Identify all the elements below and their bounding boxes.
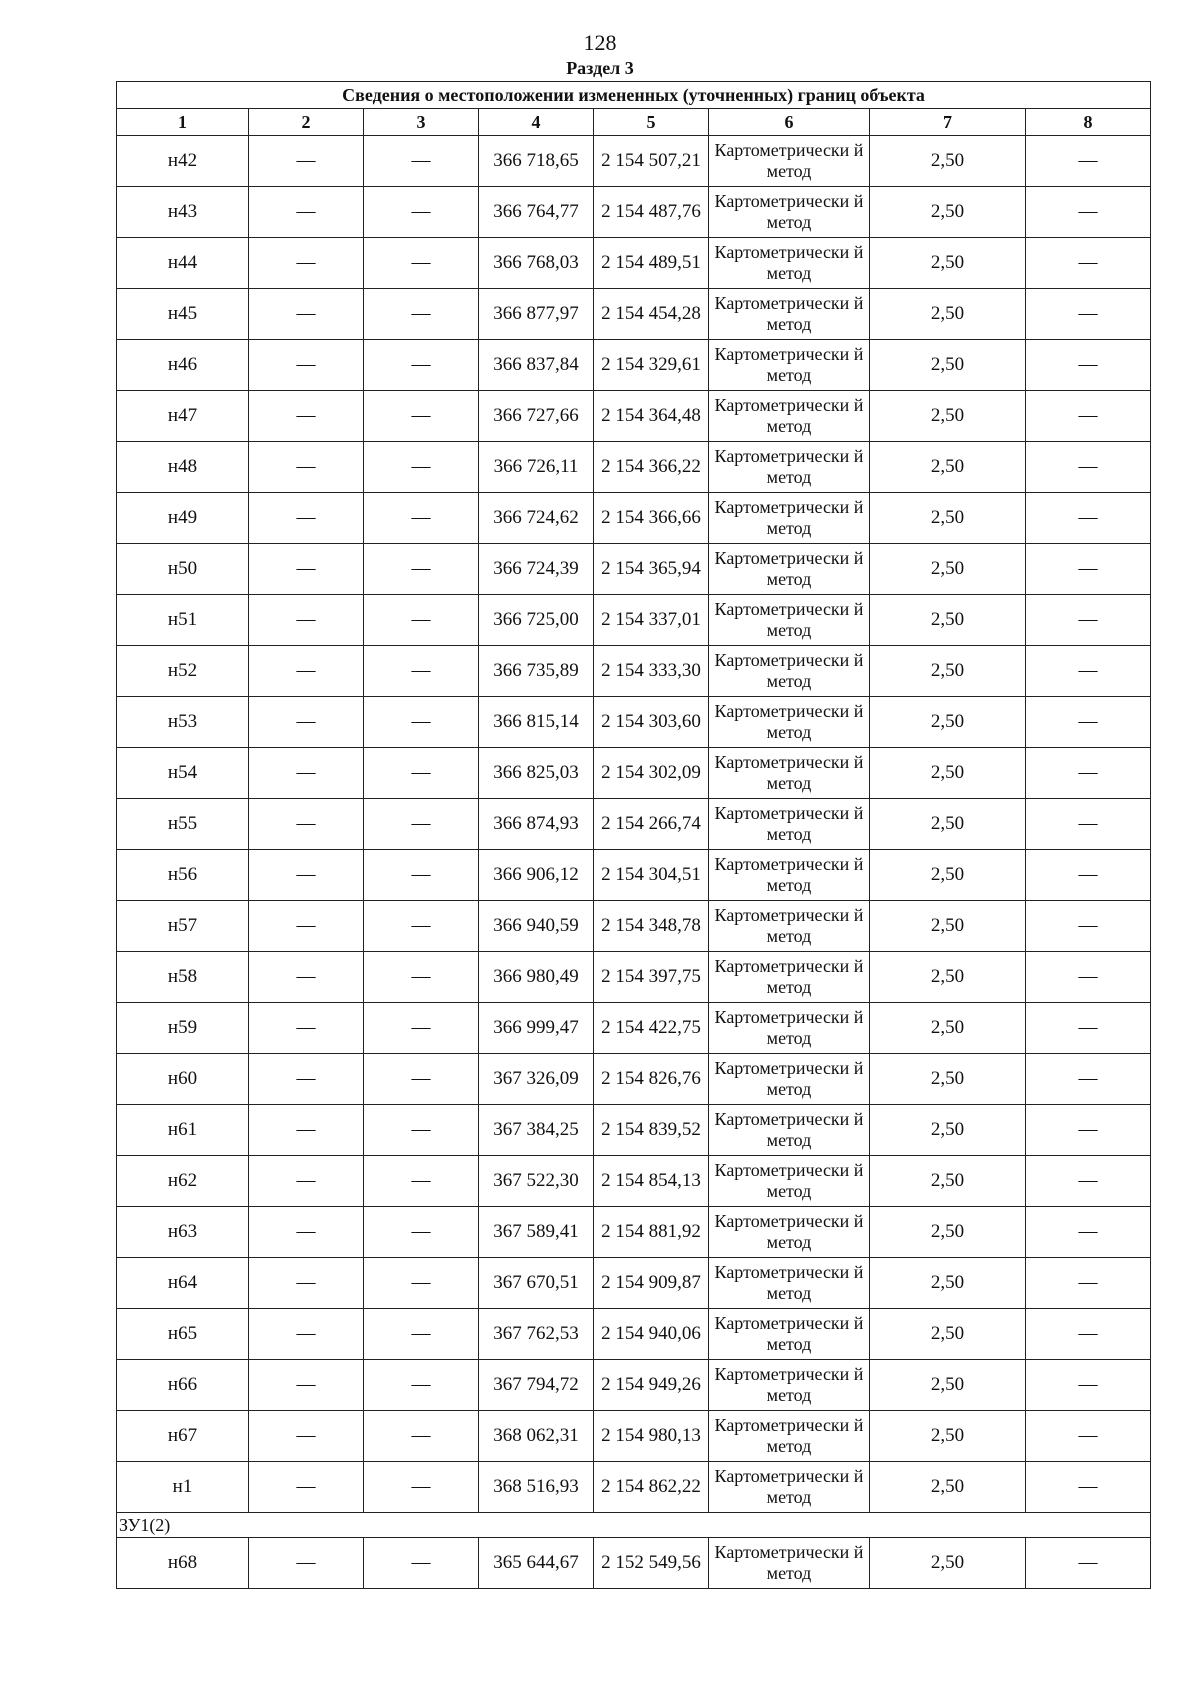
table-row (117, 1156, 1151, 1207)
method-cell: Картометрически й метод (709, 238, 870, 289)
x-coordinate-cell: 367 384,25 (479, 1105, 594, 1156)
column-number: 4 (479, 109, 594, 136)
method-cell: Картометрически й метод (709, 340, 870, 391)
column-number: 3 (364, 109, 479, 136)
method-cell: Картометрически й метод (709, 850, 870, 901)
old-x-cell: — (249, 493, 364, 544)
column-number: 2 (249, 109, 364, 136)
description-cell: — (1026, 646, 1151, 697)
old-y-cell: — (364, 646, 479, 697)
old-x-cell: — (249, 136, 364, 187)
y-coordinate-cell: 2 154 364,48 (594, 391, 709, 442)
method-cell: Картометрически й метод (709, 1207, 870, 1258)
accuracy-cell: 2,50 (870, 1360, 1026, 1411)
description-cell: — (1026, 901, 1151, 952)
accuracy-cell: 2,50 (870, 1309, 1026, 1360)
method-cell: Картометрически й метод (709, 1462, 870, 1513)
table-row (117, 544, 1151, 595)
table-row (117, 799, 1151, 850)
x-coordinate-cell: 366 724,62 (479, 493, 594, 544)
point-number-cell: н49 (117, 493, 249, 544)
accuracy-cell: 2,50 (870, 289, 1026, 340)
x-coordinate-cell: 366 726,11 (479, 442, 594, 493)
point-number-cell: н42 (117, 136, 249, 187)
method-cell: Картометрически й метод (709, 289, 870, 340)
old-y-cell: — (364, 1309, 479, 1360)
y-coordinate-cell: 2 154 266,74 (594, 799, 709, 850)
accuracy-cell: 2,50 (870, 136, 1026, 187)
description-cell: — (1026, 850, 1151, 901)
point-number-cell: н51 (117, 595, 249, 646)
column-number: 5 (594, 109, 709, 136)
old-x-cell: — (249, 1054, 364, 1105)
description-cell: — (1026, 595, 1151, 646)
old-x-cell: — (249, 1003, 364, 1054)
y-coordinate-cell: 2 154 454,28 (594, 289, 709, 340)
old-x-cell: — (249, 1309, 364, 1360)
accuracy-cell: 2,50 (870, 1462, 1026, 1513)
old-y-cell: — (364, 1462, 479, 1513)
method-cell: Картометрически й метод (709, 901, 870, 952)
y-coordinate-cell: 2 154 854,13 (594, 1156, 709, 1207)
description-cell: — (1026, 340, 1151, 391)
y-coordinate-cell: 2 154 862,22 (594, 1462, 709, 1513)
point-number-cell: н62 (117, 1156, 249, 1207)
y-coordinate-cell: 2 154 397,75 (594, 952, 709, 1003)
description-cell: — (1026, 493, 1151, 544)
description-cell: — (1026, 1054, 1151, 1105)
accuracy-cell: 2,50 (870, 1538, 1026, 1589)
old-x-cell: — (249, 1462, 364, 1513)
old-y-cell: — (364, 799, 479, 850)
old-y-cell: — (364, 1258, 479, 1309)
x-coordinate-cell: 366 999,47 (479, 1003, 594, 1054)
point-number-cell: н58 (117, 952, 249, 1003)
old-y-cell: — (364, 1105, 479, 1156)
old-y-cell: — (364, 850, 479, 901)
table-title-row (117, 82, 1151, 109)
accuracy-cell: 2,50 (870, 187, 1026, 238)
y-coordinate-cell: 2 154 980,13 (594, 1411, 709, 1462)
description-cell: — (1026, 1309, 1151, 1360)
old-y-cell: — (364, 697, 479, 748)
x-coordinate-cell: 366 725,00 (479, 595, 594, 646)
x-coordinate-cell: 366 980,49 (479, 952, 594, 1003)
table-row (117, 391, 1151, 442)
old-x-cell: — (249, 1258, 364, 1309)
old-y-cell: — (364, 1360, 479, 1411)
x-coordinate-cell: 367 762,53 (479, 1309, 594, 1360)
y-coordinate-cell: 2 154 507,21 (594, 136, 709, 187)
description-cell: — (1026, 136, 1151, 187)
accuracy-cell: 2,50 (870, 1156, 1026, 1207)
y-coordinate-cell: 2 154 304,51 (594, 850, 709, 901)
table-row (117, 1054, 1151, 1105)
accuracy-cell: 2,50 (870, 748, 1026, 799)
table-row (117, 238, 1151, 289)
method-cell: Картометрически й метод (709, 136, 870, 187)
x-coordinate-cell: 368 062,31 (479, 1411, 594, 1462)
point-number-cell: н68 (117, 1538, 249, 1589)
table-row (117, 1003, 1151, 1054)
column-number: 7 (870, 109, 1026, 136)
description-cell: — (1026, 187, 1151, 238)
old-x-cell: — (249, 1360, 364, 1411)
old-y-cell: — (364, 340, 479, 391)
point-number-cell: н52 (117, 646, 249, 697)
table-row (117, 1207, 1151, 1258)
method-cell: Картометрически й метод (709, 952, 870, 1003)
table-row (117, 340, 1151, 391)
method-cell: Картометрически й метод (709, 493, 870, 544)
old-y-cell: — (364, 493, 479, 544)
accuracy-cell: 2,50 (870, 595, 1026, 646)
table-row (117, 1411, 1151, 1462)
method-cell: Картометрически й метод (709, 1156, 870, 1207)
section-title: Раздел 3 (566, 58, 634, 78)
table-row (117, 289, 1151, 340)
accuracy-cell: 2,50 (870, 238, 1026, 289)
table-row (117, 187, 1151, 238)
x-coordinate-cell: 368 516,93 (479, 1462, 594, 1513)
old-x-cell: — (249, 697, 364, 748)
old-y-cell: — (364, 1054, 479, 1105)
table-row (117, 595, 1151, 646)
table-row (117, 136, 1151, 187)
old-x-cell: — (249, 595, 364, 646)
old-y-cell: — (364, 952, 479, 1003)
point-number-cell: н61 (117, 1105, 249, 1156)
y-coordinate-cell: 2 154 489,51 (594, 238, 709, 289)
x-coordinate-cell: 366 764,77 (479, 187, 594, 238)
accuracy-cell: 2,50 (870, 1411, 1026, 1462)
old-y-cell: — (364, 442, 479, 493)
old-x-cell: — (249, 1538, 364, 1589)
old-x-cell: — (249, 187, 364, 238)
column-number: 8 (1026, 109, 1151, 136)
y-coordinate-cell: 2 154 909,87 (594, 1258, 709, 1309)
point-number-cell: н63 (117, 1207, 249, 1258)
table-row (117, 952, 1151, 1003)
table-row (117, 493, 1151, 544)
old-y-cell: — (364, 1207, 479, 1258)
accuracy-cell: 2,50 (870, 850, 1026, 901)
description-cell: — (1026, 544, 1151, 595)
accuracy-cell: 2,50 (870, 1207, 1026, 1258)
y-coordinate-cell: 2 154 839,52 (594, 1105, 709, 1156)
old-x-cell: — (249, 238, 364, 289)
method-cell: Картометрически й метод (709, 1003, 870, 1054)
x-coordinate-cell: 366 837,84 (479, 340, 594, 391)
accuracy-cell: 2,50 (870, 493, 1026, 544)
point-number-cell: н47 (117, 391, 249, 442)
accuracy-cell: 2,50 (870, 442, 1026, 493)
old-x-cell: — (249, 1207, 364, 1258)
point-number-cell: н67 (117, 1411, 249, 1462)
description-cell: — (1026, 238, 1151, 289)
x-coordinate-cell: 366 874,93 (479, 799, 594, 850)
x-coordinate-cell: 366 735,89 (479, 646, 594, 697)
method-cell: Картометрически й метод (709, 595, 870, 646)
column-number-row (117, 109, 1151, 136)
y-coordinate-cell: 2 154 940,06 (594, 1309, 709, 1360)
old-x-cell: — (249, 289, 364, 340)
point-number-cell: н54 (117, 748, 249, 799)
method-cell: Картометрически й метод (709, 442, 870, 493)
x-coordinate-cell: 366 724,39 (479, 544, 594, 595)
accuracy-cell: 2,50 (870, 799, 1026, 850)
y-coordinate-cell: 2 154 487,76 (594, 187, 709, 238)
point-number-cell: н44 (117, 238, 249, 289)
description-cell: — (1026, 1207, 1151, 1258)
old-y-cell: — (364, 1003, 479, 1054)
description-cell: — (1026, 391, 1151, 442)
x-coordinate-cell: 366 727,66 (479, 391, 594, 442)
old-y-cell: — (364, 1156, 479, 1207)
description-cell: — (1026, 442, 1151, 493)
y-coordinate-cell: 2 154 826,76 (594, 1054, 709, 1105)
y-coordinate-cell: 2 154 348,78 (594, 901, 709, 952)
description-cell: — (1026, 1538, 1151, 1589)
accuracy-cell: 2,50 (870, 952, 1026, 1003)
column-number: 6 (709, 109, 870, 136)
method-cell: Картометрически й метод (709, 1360, 870, 1411)
old-x-cell: — (249, 1156, 364, 1207)
old-y-cell: — (364, 748, 479, 799)
old-y-cell: — (364, 238, 479, 289)
x-coordinate-cell: 366 877,97 (479, 289, 594, 340)
x-coordinate-cell: 365 644,67 (479, 1538, 594, 1589)
old-x-cell: — (249, 646, 364, 697)
y-coordinate-cell: 2 154 366,22 (594, 442, 709, 493)
old-y-cell: — (364, 544, 479, 595)
x-coordinate-cell: 367 522,30 (479, 1156, 594, 1207)
x-coordinate-cell: 367 670,51 (479, 1258, 594, 1309)
method-cell: Картометрически й метод (709, 697, 870, 748)
description-cell: — (1026, 952, 1151, 1003)
method-cell: Картометрически й метод (709, 646, 870, 697)
accuracy-cell: 2,50 (870, 340, 1026, 391)
table-row (117, 442, 1151, 493)
y-coordinate-cell: 2 154 333,30 (594, 646, 709, 697)
table-row (117, 697, 1151, 748)
point-number-cell: н56 (117, 850, 249, 901)
method-cell: Картометрически й метод (709, 799, 870, 850)
method-cell: Картометрически й метод (709, 1538, 870, 1589)
table-row (117, 1258, 1151, 1309)
method-cell: Картометрически й метод (709, 1258, 870, 1309)
x-coordinate-cell: 367 589,41 (479, 1207, 594, 1258)
description-cell: — (1026, 1360, 1151, 1411)
point-number-cell: н48 (117, 442, 249, 493)
x-coordinate-cell: 366 906,12 (479, 850, 594, 901)
table-title: Сведения о местоположении измененных (уточненных) границ объекта (117, 82, 1151, 109)
old-y-cell: — (364, 136, 479, 187)
method-cell: Картометрически й метод (709, 1054, 870, 1105)
method-cell: Картометрически й метод (709, 544, 870, 595)
y-coordinate-cell: 2 154 303,60 (594, 697, 709, 748)
old-y-cell: — (364, 1538, 479, 1589)
accuracy-cell: 2,50 (870, 1258, 1026, 1309)
table-row (117, 1105, 1151, 1156)
point-number-cell: н53 (117, 697, 249, 748)
accuracy-cell: 2,50 (870, 544, 1026, 595)
table-row (117, 850, 1151, 901)
y-coordinate-cell: 2 154 302,09 (594, 748, 709, 799)
description-cell: — (1026, 697, 1151, 748)
old-x-cell: — (249, 391, 364, 442)
point-number-cell: н59 (117, 1003, 249, 1054)
old-y-cell: — (364, 289, 479, 340)
y-coordinate-cell: 2 154 329,61 (594, 340, 709, 391)
x-coordinate-cell: 366 768,03 (479, 238, 594, 289)
description-cell: — (1026, 799, 1151, 850)
point-number-cell: н50 (117, 544, 249, 595)
accuracy-cell: 2,50 (870, 1003, 1026, 1054)
column-number: 1 (117, 109, 249, 136)
old-x-cell: — (249, 1105, 364, 1156)
y-coordinate-cell: 2 154 422,75 (594, 1003, 709, 1054)
x-coordinate-cell: 366 815,14 (479, 697, 594, 748)
group-row (117, 1513, 1151, 1538)
old-x-cell: — (249, 442, 364, 493)
old-y-cell: — (364, 901, 479, 952)
y-coordinate-cell: 2 154 365,94 (594, 544, 709, 595)
y-coordinate-cell: 2 154 949,26 (594, 1360, 709, 1411)
x-coordinate-cell: 367 326,09 (479, 1054, 594, 1105)
table-row (117, 901, 1151, 952)
method-cell: Картометрически й метод (709, 391, 870, 442)
old-x-cell: — (249, 1411, 364, 1462)
x-coordinate-cell: 366 718,65 (479, 136, 594, 187)
y-coordinate-cell: 2 154 366,66 (594, 493, 709, 544)
y-coordinate-cell: 2 154 337,01 (594, 595, 709, 646)
point-number-cell: н1 (117, 1462, 249, 1513)
x-coordinate-cell: 366 940,59 (479, 901, 594, 952)
method-cell: Картометрически й метод (709, 1309, 870, 1360)
page-number: 128 (583, 30, 617, 55)
description-cell: — (1026, 1156, 1151, 1207)
description-cell: — (1026, 1105, 1151, 1156)
table-row (117, 748, 1151, 799)
point-number-cell: н60 (117, 1054, 249, 1105)
accuracy-cell: 2,50 (870, 1105, 1026, 1156)
accuracy-cell: 2,50 (870, 646, 1026, 697)
point-number-cell: н66 (117, 1360, 249, 1411)
coordinates-table (116, 81, 1151, 1589)
point-number-cell: н57 (117, 901, 249, 952)
description-cell: — (1026, 1462, 1151, 1513)
method-cell: Картометрически й метод (709, 748, 870, 799)
description-cell: — (1026, 1003, 1151, 1054)
description-cell: — (1026, 748, 1151, 799)
group-label: ЗУ1(2) (117, 1513, 1151, 1538)
x-coordinate-cell: 367 794,72 (479, 1360, 594, 1411)
accuracy-cell: 2,50 (870, 901, 1026, 952)
table-row (117, 1309, 1151, 1360)
point-number-cell: н64 (117, 1258, 249, 1309)
old-x-cell: — (249, 544, 364, 595)
old-y-cell: — (364, 391, 479, 442)
description-cell: — (1026, 289, 1151, 340)
point-number-cell: н55 (117, 799, 249, 850)
method-cell: Картометрически й метод (709, 1411, 870, 1462)
accuracy-cell: 2,50 (870, 391, 1026, 442)
y-coordinate-cell: 2 152 549,56 (594, 1538, 709, 1589)
point-number-cell: н46 (117, 340, 249, 391)
description-cell: — (1026, 1411, 1151, 1462)
method-cell: Картометрически й метод (709, 1105, 870, 1156)
old-x-cell: — (249, 850, 364, 901)
old-y-cell: — (364, 595, 479, 646)
method-cell: Картометрически й метод (709, 187, 870, 238)
description-cell: — (1026, 1258, 1151, 1309)
point-number-cell: н65 (117, 1309, 249, 1360)
old-y-cell: — (364, 1411, 479, 1462)
old-x-cell: — (249, 340, 364, 391)
old-x-cell: — (249, 901, 364, 952)
accuracy-cell: 2,50 (870, 697, 1026, 748)
old-x-cell: — (249, 952, 364, 1003)
table-row (117, 646, 1151, 697)
y-coordinate-cell: 2 154 881,92 (594, 1207, 709, 1258)
old-x-cell: — (249, 799, 364, 850)
point-number-cell: н45 (117, 289, 249, 340)
old-x-cell: — (249, 748, 364, 799)
old-y-cell: — (364, 187, 479, 238)
x-coordinate-cell: 366 825,03 (479, 748, 594, 799)
table-row (117, 1462, 1151, 1513)
accuracy-cell: 2,50 (870, 1054, 1026, 1105)
table-row (117, 1538, 1151, 1589)
point-number-cell: н43 (117, 187, 249, 238)
table-row (117, 1360, 1151, 1411)
